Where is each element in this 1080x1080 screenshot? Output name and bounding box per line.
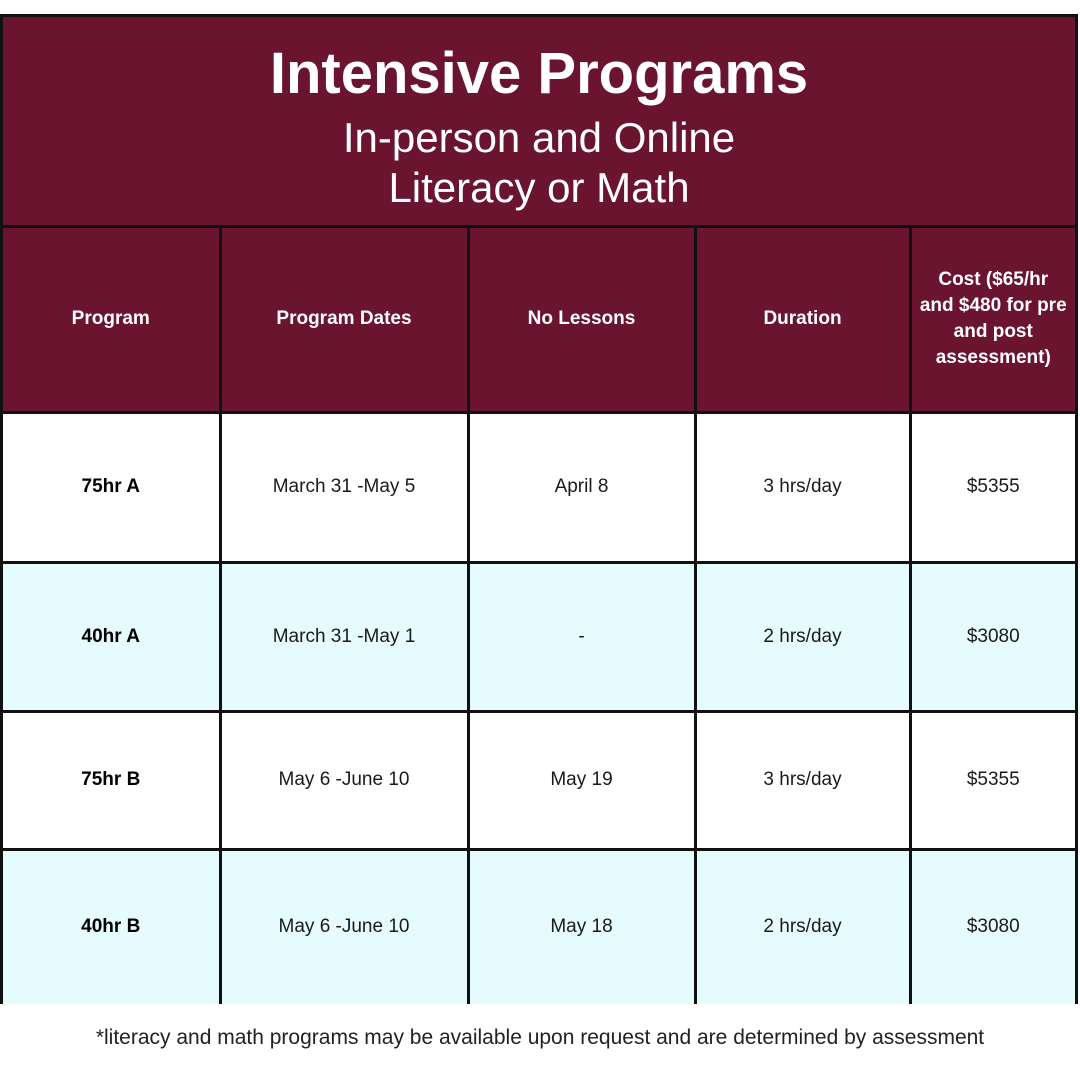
schedule-frame: [0, 14, 1078, 1004]
duration-cell: 3 hrs/day: [695, 711, 910, 849]
column-header-cost: Cost ($65/hr and $480 for pre and post assessment): [910, 228, 1075, 412]
program-cell: 75hr A: [3, 412, 220, 562]
duration-cell: 3 hrs/day: [695, 412, 910, 562]
no-lessons-cell: April 8: [468, 412, 695, 562]
program-cell: 40hr B: [3, 849, 220, 1004]
column-header-program-dates: Program Dates: [220, 228, 468, 412]
cost-cell: $3080: [910, 849, 1075, 1004]
footnote: *literacy and math programs may be available upon request and are determined by assessment: [95, 1026, 985, 1049]
table-row: [3, 711, 1075, 849]
no-lessons-cell: May 18: [468, 849, 695, 1004]
program-cell: 40hr A: [3, 562, 220, 711]
cost-cell: $3080: [910, 562, 1075, 711]
cost-cell: $5355: [910, 412, 1075, 562]
table-row: [3, 562, 1075, 711]
dates-cell: May 6 -June 10: [220, 711, 468, 849]
page-title: Intensive Programs: [269, 41, 809, 106]
dates-cell: March 31 -May 5: [220, 412, 468, 562]
column-header-no-lessons: No Lessons: [468, 228, 695, 412]
duration-cell: 2 hrs/day: [695, 849, 910, 1004]
table-row: [3, 412, 1075, 562]
table-row: [3, 849, 1075, 1004]
duration-cell: 2 hrs/day: [695, 562, 910, 711]
dates-cell: March 31 -May 1: [220, 562, 468, 711]
programs-table: [3, 228, 1075, 1004]
column-header-duration: Duration: [695, 228, 910, 412]
title-block: [3, 17, 1075, 228]
subtitle-delivery: In-person and Online: [342, 114, 736, 161]
no-lessons-cell: -: [468, 562, 695, 711]
subtitle-subjects: Literacy or Math: [388, 164, 690, 211]
program-cell: 75hr B: [3, 711, 220, 849]
cost-cell: $5355: [910, 711, 1075, 849]
dates-cell: May 6 -June 10: [220, 849, 468, 1004]
column-header-program: Program: [3, 228, 220, 412]
table-header-row: [3, 228, 1075, 412]
no-lessons-cell: May 19: [468, 711, 695, 849]
